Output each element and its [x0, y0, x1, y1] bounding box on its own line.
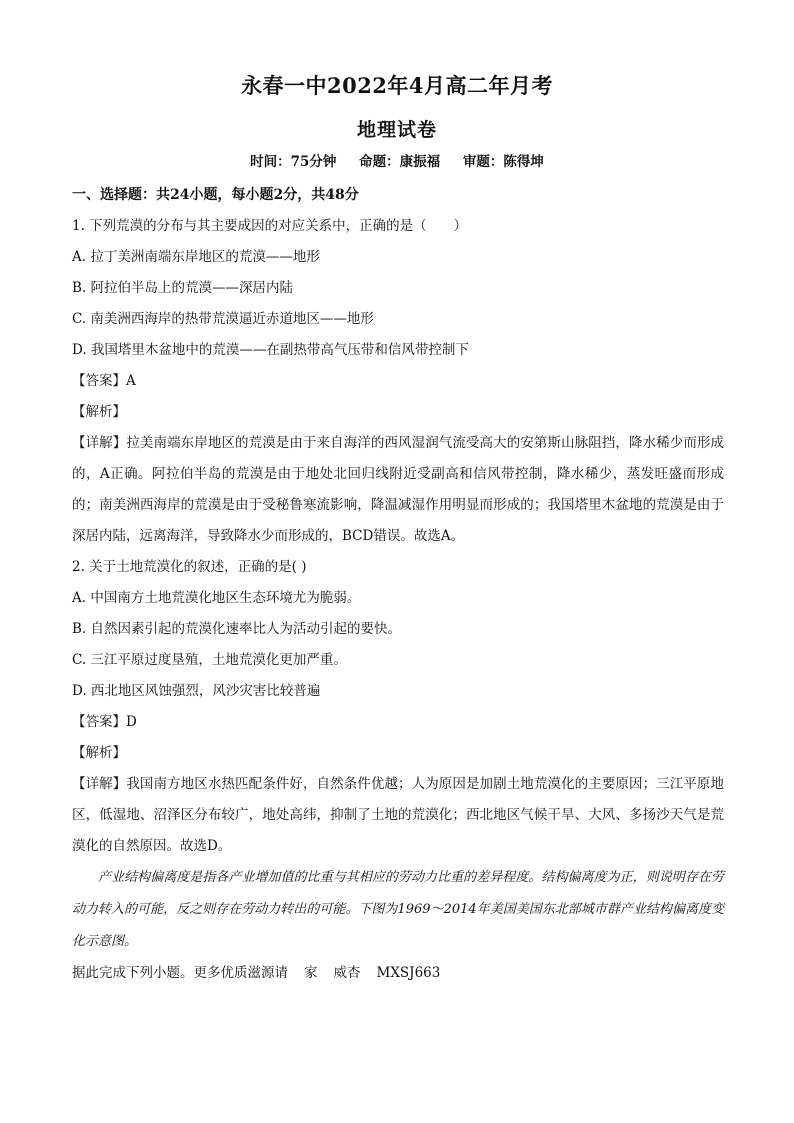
answer-label: 【答案】 — [72, 714, 126, 730]
instruction-part-2: 威杏 — [333, 965, 361, 981]
question-2-option-b: B. 自然因素引起的荒漠化速率比人为活动引起的要快。 — [72, 621, 402, 637]
material-paragraph: 产业结构偏离度是指各产业增加值的比重与其相应的劳动力比重的差异程度。结构偏离度为正，则说明存在劳动力转入的可能，反之则存在劳动力转出的可能。下图为1969～2014年美国美国东北部城市群产业结构偏离度变化示意图。 — [72, 870, 724, 949]
question-2-analysis-label: 【解析】 — [72, 745, 126, 761]
question-1-option-c: C. 南美洲西海岸的热带荒漠逼近赤道地区——地形 — [72, 311, 374, 327]
question-1-detail — [72, 428, 724, 552]
question-2-option-c: C. 三江平原过度垦殖，土地荒漠化更加严重。 — [72, 652, 347, 668]
instruction-text: 据此完成下列小题。更多优质滋源请 — [72, 965, 288, 981]
detail-label: 【详解】 — [72, 776, 127, 792]
question-1-option-d: D. 我国塔里木盆地中的荒漠——在副热带高气压带和信风带控制下 — [72, 342, 469, 358]
exam-content — [72, 180, 724, 989]
instruction-line — [72, 958, 724, 989]
detail-text: 我国南方地区水热匹配条件好，自然条件优越；人为原因是加剧土地荒漠化的主要原因；三江平原地区，低湿地、沼泽区分布较广，地处高纬，抑制了土地的荒漠化；西北地区气候干旱、大风、多扬沙天气是荒漠化的自然原因。故选D。 — [72, 776, 725, 854]
instruction-part-3: MXSJ663 — [376, 965, 441, 981]
exam-reviewer: 审题：陈得坤 — [462, 154, 544, 170]
answer-value: D — [126, 714, 137, 730]
answer-value: A — [126, 373, 136, 389]
question-2-detail — [72, 769, 724, 862]
detail-label: 【详解】 — [72, 435, 127, 451]
question-1-answer — [72, 366, 724, 397]
exam-setter: 命题：康振福 — [359, 154, 441, 170]
answer-label: 【答案】 — [72, 373, 126, 389]
question-2-option-a: A. 中国南方土地荒漠化地区生态环境尤为脆弱。 — [72, 590, 361, 606]
detail-text: 拉美南端东岸地区的荒漠是由于来自海洋的西风湿润气流受高大的安第斯山脉阻挡，降水稀少而形成的，A正确。阿拉伯半岛的荒漠是由于地处北回归线附近受副高和信风带控制，降水稀少，蒸发旺盛而形成的；南美洲西海岸的荒漠是由于受秘鲁寒流影响，降温减湿作用明显而形成的；我国塔里木盆地的荒漠是由于深居内陆，远离海洋，导致降水少而形成的，BCD错误。故选A。 — [72, 435, 725, 544]
question-1-stem: 1. 下列荒漠的分布与其主要成因的对应关系中，正确的是（ ） — [72, 218, 468, 234]
exam-time: 时间：75分钟 — [250, 154, 337, 170]
instruction-part-1: 家 — [304, 965, 318, 981]
question-2-stem: 2. 关于土地荒漠化的叙述，正确的是( ) — [72, 559, 307, 575]
exam-title: 永春一中2022年4月高二年月考 — [240, 73, 554, 98]
question-2-option-d: D. 西北地区风蚀强烈，风沙灾害比较普遍 — [72, 683, 321, 699]
question-1-option-b: B. 阿拉伯半岛上的荒漠——深居内陆 — [72, 280, 294, 296]
exam-subject: 地理试卷 — [356, 119, 437, 141]
section-heading: 一、选择题：共24小题，每小题2分，共48分 — [72, 187, 359, 203]
question-2-answer — [72, 707, 724, 738]
question-1-analysis-label: 【解析】 — [72, 404, 126, 420]
exam-meta — [0, 150, 794, 170]
question-1-option-a: A. 拉丁美洲南端东岸地区的荒漠——地形 — [72, 249, 320, 265]
